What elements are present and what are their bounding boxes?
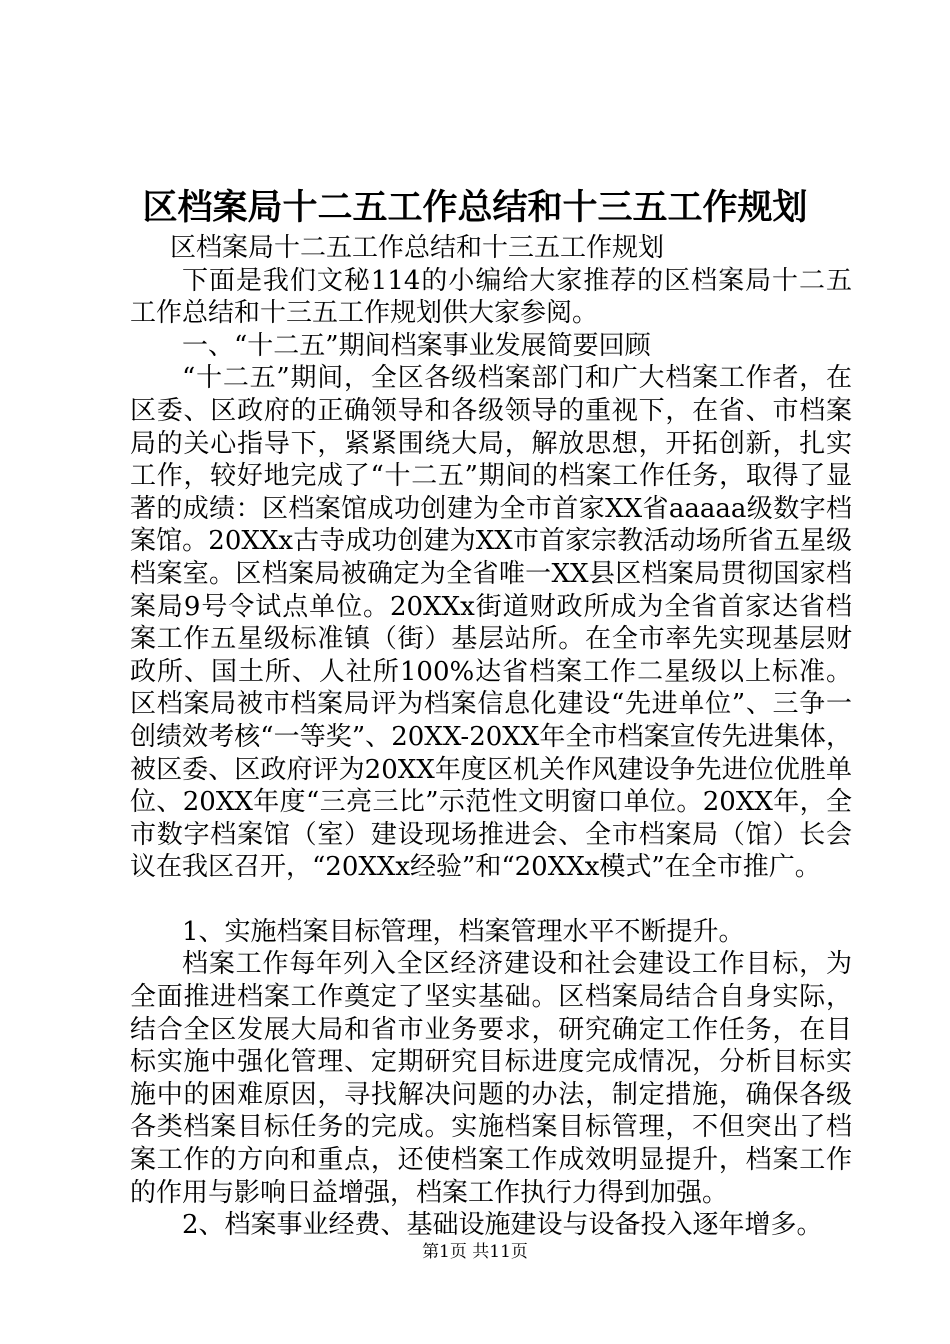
- subsection-heading-1: 1、实施档案目标管理，档案管理水平不断提升。: [182, 916, 745, 947]
- target-management-paragraph: 档案工作每年列入全区经济建设和社会建设工作目标，为全面推进档案工作奠定了坚实基础。区档案局结合自身实际，结合全区发展大局和省市业务要求，研究确定工作任务，在目标实施中强化管理、定期研究目标进度完成情况，分析目标实施中的困难原因，寻找解决问题的办法，制定措施，确保各级各类档案目标任务的完成。实施档案目标管理，不但突出了档案工作的方向和重点，还使档案工作成效明显提升，档案工作的作用与影响日益增强，档案工作执行力得到加强。: [130, 949, 852, 1208]
- review-paragraph: “十二五”期间，全区各级档案部门和广大档案工作者，在区委、区政府的正确领导和各级领导的重视下，在省、市档案局的关心指导下，紧紧围绕大局，解放思想，开拓创新，扎实工作，较好地完成了“十二五”期间的档案工作任务，取得了显著的成绩：区档案馆成功创建为全市首家XX省aaaaa级数字档案馆。20XXx古寺成功创建为XX市首家宗教活动场所省五星级档案室。区档案局被确定为全省唯一XX县区档案局贯彻国家档案局9号令试点单位。20XXx街道财政所成为全省首家达省档案工作五星级标准镇（街）基层站所。在全市率先实现基层财政所、国土所、人社所100%达省档案工作二星级以上标准。区档案局被市档案局评为档案信息化建设“先进单位”、三争一创绩效考核“一等奖”、20XX-20XX年全市档案宣传先进集体，被区委、区政府评为20XX年度区机关作风建设争先进位优胜单位、20XX年度“三亮三比”示范性文明窗口单位。20XX年，全市数字档案馆（室）建设现场推进会、全市档案局（馆）长会议在我区召开，“20XXx经验”和“20XXx模式”在全市推广。: [130, 363, 852, 883]
- document-body: [130, 232, 852, 1242]
- subsection-heading-2: 2、档案事业经费、基础设施建设与设备投入逐年增多。: [182, 1210, 823, 1241]
- section-heading: 一、“十二五”期间档案事业发展简要回顾: [182, 330, 651, 361]
- body-subtitle: 区档案局十二五工作总结和十三五工作规划: [170, 233, 665, 263]
- paragraph-gap: [130, 884, 852, 916]
- page-footer: 第1页 共11页: [422, 1242, 528, 1262]
- intro-paragraph: 下面是我们文秘114的小编给大家推荐的区档案局十二五工作总结和十三五工作规划供大家参阅。: [130, 265, 852, 329]
- document-title: 区档案局十二五工作总结和十三五工作规划: [142, 187, 808, 228]
